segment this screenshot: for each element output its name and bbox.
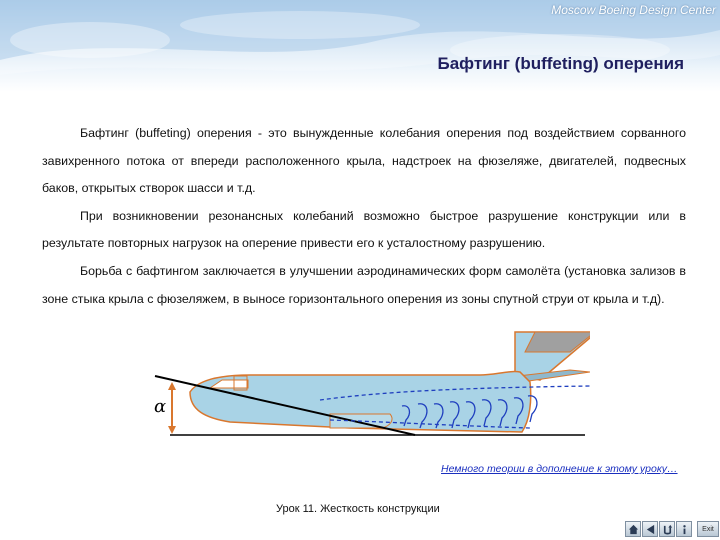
tail-fin-tip: [525, 332, 590, 352]
page-title: Бафтинг (buffeting) оперения: [437, 54, 684, 73]
brand-name: Moscow Boeing Design Center: [551, 3, 716, 17]
header-banner: [0, 0, 720, 92]
info-button[interactable]: [676, 521, 692, 537]
back-button[interactable]: [642, 521, 658, 537]
exit-button[interactable]: Exit: [697, 521, 719, 537]
footer-lesson-title: Урок 11. Жесткость конструкции: [276, 503, 440, 515]
home-button[interactable]: [625, 521, 641, 537]
paragraph: Борьба с бафтингом заключается в улучшении аэродинамических форм самолёта (установка зализов в зоне стыка крыла с фюзеляжем, в выносе горизонтального оперения из зоны спутной струи от крыла и т.д).: [42, 263, 686, 306]
nav-bar: [625, 521, 719, 539]
return-icon: [662, 524, 673, 535]
aircraft-diagram: [150, 330, 590, 442]
paragraph: При возникновении резонансных колебаний возможно быстрое разрушение конструкции или в результате повторных нагрузок на оперение привести его к усталостному разрушению.: [42, 208, 686, 251]
paragraph: Бафтинг (buffeting) оперения - это вынужденные колебания оперения под воздействием сорванного завихренного потока от впереди расположенного крыла, надстроек на фюзеляже, двигателей, подвесных баков, открытых створок шасси и т.д.: [42, 126, 686, 196]
home-icon: [628, 524, 639, 535]
body-text: [42, 120, 686, 313]
theory-link[interactable]: Немного теории в дополнение к этому уроку…: [441, 463, 678, 475]
back-icon: [645, 524, 656, 535]
angle-label: α: [154, 396, 167, 417]
return-button[interactable]: [659, 521, 675, 537]
info-icon: [679, 524, 690, 535]
